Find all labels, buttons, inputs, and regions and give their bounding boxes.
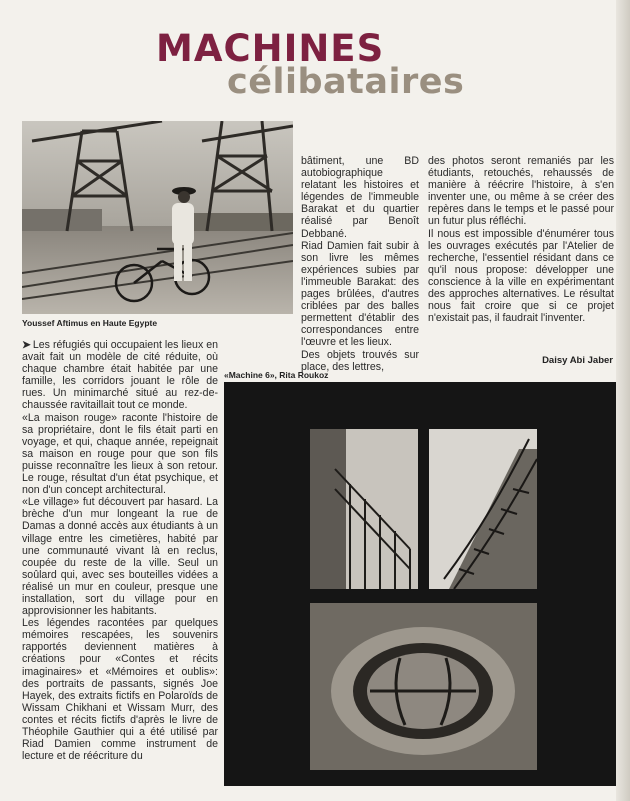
text-column-2 (301, 155, 419, 373)
photo-staircase-right (429, 429, 537, 589)
text-column-3 (428, 155, 614, 324)
text-column-1 (22, 339, 218, 762)
paragraph (22, 339, 218, 412)
photo-caption-1: Youssef Aftimus en Haute Egypte (22, 318, 158, 328)
paragraph: Il nous est impossible d'énumérer tous les ouvrages exécutés par l'Atelier de recherche, l'essentiel résidant dans ce qu'il nous propose: développer une conscience à la ville en expérimentant des approches alternatives. Le résultat nous fait croire que si ce projet n'existait pas, il faudrait l'inventer. (428, 227, 614, 325)
paragraph-text: Les réfugiés qui occupaient les lieux en avait fait un modèle de cité réduite, où chaque chambre était habitée par une famille, les corridors jouant le rôle de rues. Un minimarché situé au rez-de-chaussée ravitaillait tout ce monde. (22, 339, 218, 412)
paragraph: «La maison rouge» raconte l'histoire de sa propriétaire, dont le fils était parti en voyage, et qui, chaque année, repeignait sa maison en rouge pour que son fils puisse reconnaître les lieux à son retour. Le rouge, résultat d'un état psychique, et non d'un concept architectural. (22, 411, 218, 497)
photo-machine-6 (224, 382, 616, 786)
photo-bicycle-railway (22, 121, 293, 314)
title-line-1: MACHINES (156, 27, 385, 70)
paragraph: bâtiment, une BD autobiographique relatant les histoires et légendes de l'immeuble Barakat et du quartier réalisé par Benoît Debbané. (301, 155, 419, 240)
paragraph: «Le village» fut découvert par hasard. La brèche d'un mur longeant la rue de Damas a donné accès aux étudiants à un village entre les cimetières, habité par une communauté vivant là en reclus, coupée du reste de la ville. Seul un soûlard qui, avec ses bouteilles vidées a réalisé un mur en couleur, presque une installation, sort du village pour en approvisionner les habitants. (22, 496, 218, 618)
page-edge (616, 0, 630, 801)
arrow-bullet-icon: ➤ (22, 339, 31, 351)
paragraph: Les légendes racontées par quelques mémoires rescapées, les souvenirs rapportés deviennent matières à créations pour «Contes et récits imaginaires» et «Mémoires et oublis»: des portraits de passants, signés Joe Hayek, des extraits fictifs en Polaroïds de Wissam Chikhani et Wissam Murr, des contes et récits fictifs d'après le livre de Théophile Gauthier qui a été utilisé par Riad Damien comme instrument de lecture et de réécriture du (22, 617, 218, 763)
paragraph: Riad Damien fait subir à son livre les mêmes expériences subies par l'immeuble Barakat: des pages brûlées, d'autres criblées par des balles permettent d'établir des correspondances entre l'œuvre et les lieux. (301, 239, 419, 349)
paragraph: des photos seront remaniés par les étudiants, retouchés, rehaussés de manière à réécrire l'histoire, à s'en inventer une, ou même à se créer des repères dans le temps et le passé pour un futur plus réfléchi. (428, 155, 614, 228)
photo-staircase-left (310, 429, 418, 589)
title-line-2: célibataires (227, 62, 465, 102)
author-signature: Daisy Abi Jaber (542, 355, 613, 366)
photo-caption-2: «Machine 6», Rita Roukoz (224, 370, 329, 380)
paragraph: Des objets trouvés sur place, des lettres, (301, 348, 419, 373)
photo-round-hatch (310, 603, 537, 770)
